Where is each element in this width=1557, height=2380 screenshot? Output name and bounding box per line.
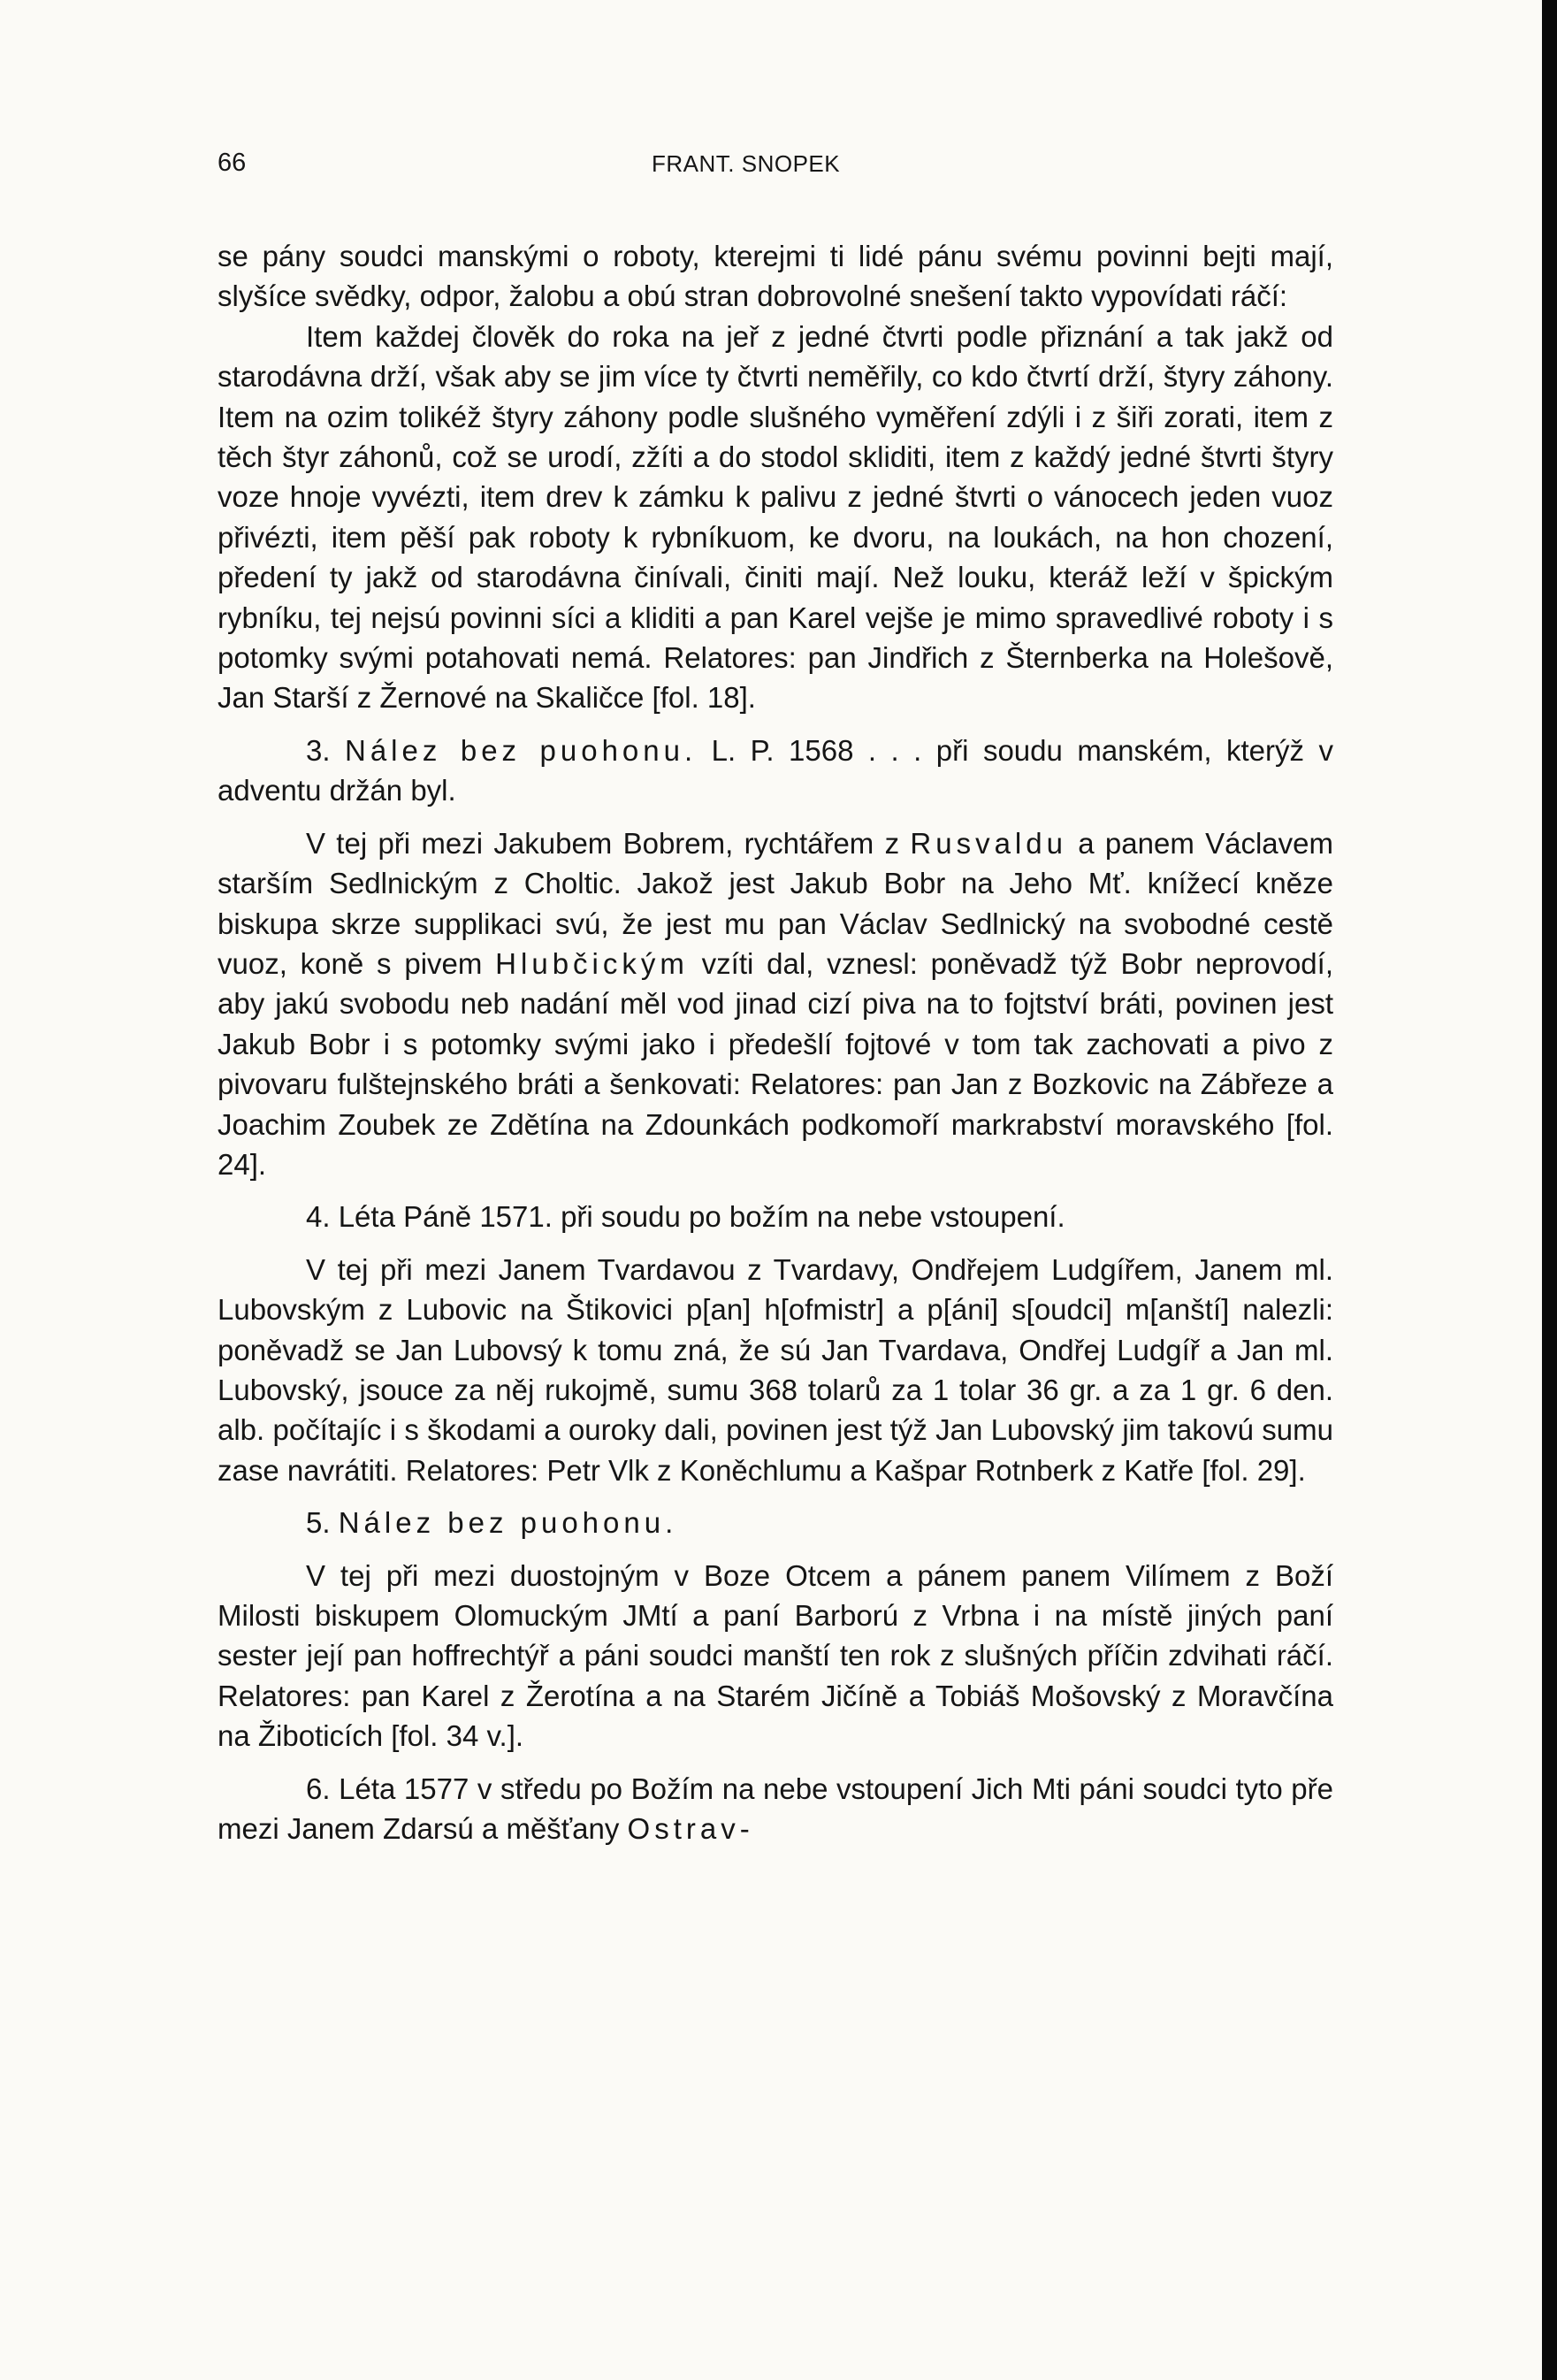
spaced-text: Ostrav- — [627, 1812, 754, 1846]
text-run: se pány soudci manskými o roboty, kterejmi ti lidé pánu svému povinni bejti mají, slyšíce svědky, odpor, žalobu a obú stran dobrovolné snešení takto vypovídati ráčí: — [218, 240, 1333, 313]
text-run: V tej při mezi Jakubem Bobrem, rychtářem z — [306, 826, 911, 860]
body-text — [218, 236, 1333, 1848]
paragraph-tvardava — [218, 1250, 1333, 1490]
entry-heading-6 — [218, 1769, 1333, 1849]
entry-heading-3 — [218, 731, 1333, 811]
paragraph-item-robota — [218, 317, 1333, 718]
paragraph-vilim — [218, 1556, 1333, 1756]
text-run: 3. — [306, 733, 345, 767]
running-head — [218, 149, 1333, 184]
text-run: 6. Léta 1577 v středu po Božím na nebe vstoupení Jich Mti páni soudci tyto pře mezi Janem Zdarsú a měšťany — [218, 1772, 1333, 1846]
page-number: 66 — [218, 149, 247, 177]
text-run: vzíti dal, vznesl: poněvadž týž Bobr neprovodí, aby jakú svobodu neb nadání měl vod jinad cizí piva na to fojtství bráti, povinen jest Jakub Bobr i s potomky svými jako i předešlí fojtové v tom tak zachovati a pivo z pivovaru fulštejnského bráti a šenkovati: Relatores: pan Jan z Bozkovic na Zábřeze a Joachim Zoubek ze Zdětína na Zdounkách podkomoří markrabství moravského [fol. 24]. — [218, 946, 1333, 1181]
text-run: V tej při mezi duostojným v Boze Otcem a pánem panem Vilímem z Boží Milosti biskupem Olomuckým JMtí a paní Barború z Vrbna i na místě jiných paní sester její pan hoffrechtýř a páni soudci manští ten rok z slušných příčin zdvihati ráčí. Relatores: pan Karel z Žerotína a na Starém Jičíně a Tobiáš Mošovský z Moravčína na Žiboticích [fol. 34 v.]. — [218, 1558, 1333, 1753]
scan-edge-shadow — [1542, 0, 1557, 2380]
spaced-text: Hlubčickým — [495, 946, 689, 980]
paragraph-continuation — [218, 236, 1333, 317]
text-run: L. P. 1568 . . . při soudu manském, kterýž v adventu držán byl. — [218, 733, 1333, 807]
entry-heading-5 — [218, 1503, 1333, 1542]
spaced-text: Nález bez puohonu. — [338, 1506, 678, 1540]
text-run: Item každej člověk do roka na jeř z jedné čtvrti podle přiznání a tak jakž od starodávna drží, však aby se jim více ty čtvrti neměřily, co kdo čtvrtí drží, štyry záhony. Item na ozim tolikéž štyry záhony podle slušného vyměření zdýli i z šiři zorati, item z těch štyr záhonů, což se urodí, zžíti a do stodol skliditi, item z každý jedné štvrti štyry voze hnoje vyvézti, item drev k zámku k palivu z jedné štvrti o vánocech jeden vuoz přivézti, item pěší pak roboty k rybníkuom, ke dvoru, na loukách, na hon chození, předení ty jakž od starodávna činívali, činiti mají. Než louku, kteráž leží v špickým rybníku, tej nejsú povinni síci a kliditi a pan Karel vejše je mimo spravedlivé roboty i s potomky svými potahovati nemá. Relatores: pan Jindřich z Šternberka na Holešově, Jan Starší z Žernové na Skaličce [fol. 18]. — [218, 319, 1333, 715]
spaced-text: Rusvaldu — [910, 826, 1067, 860]
text-run: a panem Václavem starším Sedlnickým z Choltic. Jakož jest Jakub Bobr na Jeho Mť. knížecí kněze biskupa skrze supplikaci svú, že jest mu pan Václav Sedlnický na svobodné cestě vuoz, koně s pivem — [218, 826, 1333, 980]
header-author: FRANT. SNOPEK — [652, 150, 841, 177]
paragraph-bobr — [218, 823, 1333, 1185]
text-run: 4. Léta Páně 1571. při soudu po božím na nebe vstoupení. — [306, 1200, 1065, 1234]
entry-heading-4 — [218, 1197, 1333, 1236]
text-run: 5. — [306, 1506, 339, 1540]
spaced-text: Nález bez puohonu. — [345, 733, 698, 767]
text-run: V tej při mezi Janem Tvardavou z Tvardavy, Ondřejem Ludgířem, Janem ml. Lubovským z Lubovic na Štikovici p[an] h[ofmistr] a p[áni] s[oudci] m[anští] nalezli: poněvadž se Jan Lubovsý k tomu zná, že sú Jan Tvardava, Ondřej Ludgíř a Jan ml. Lubovský, jsouce za něj rukojmě, sumu 368 tolarů za 1 tolar 36 gr. a za 1 gr. 6 den. alb. počítajíc i s škodami a ouroky dali, povinen jest týž Jan Lubovský jim takovú sumu zase navrátiti. Relatores: Petr Vlk z Koněchlumu a Kašpar Rotnberk z Katře [fol. 29]. — [218, 1252, 1333, 1487]
